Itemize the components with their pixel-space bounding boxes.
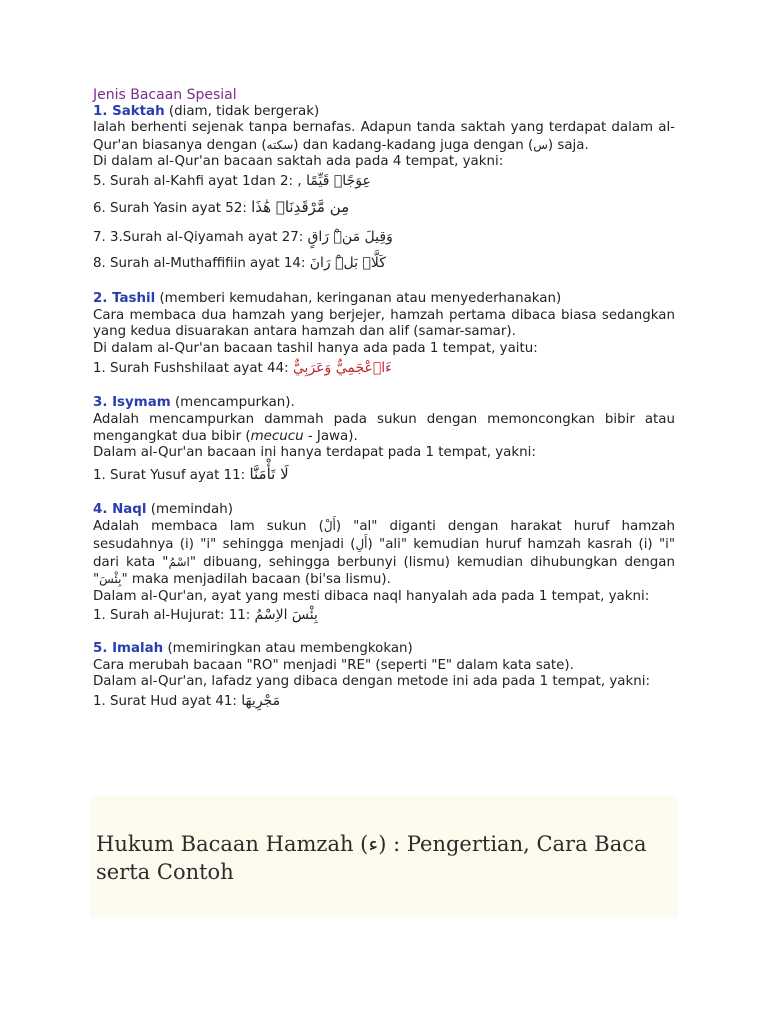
text-span: ) "ali" kemudian huruf hamzah kasrah (i) "i" dari kata "	[93, 536, 675, 570]
spacer	[93, 625, 675, 641]
item-label: 8. Surah al-Muthaffifiin ayat 14:	[93, 255, 310, 271]
isymam-description	[93, 412, 675, 445]
spacer	[93, 275, 675, 291]
text-span: ) "al" diganti dengan harakat huruf hamzah sesudahnya (i) "i" sehingga menjadi (	[93, 519, 675, 552]
section-heading-saktah	[93, 104, 675, 121]
item-label: 1. Surat Hud ayat 41:	[93, 694, 242, 710]
arabic-verse: مَجْرِيهَا	[241, 693, 281, 710]
text-span: Ialah berhenti sejenak tanpa bernafas. Adapun tanda saktah yang terdapat dalam al-Qur'an biasanya dengan (	[93, 120, 675, 153]
list-item	[93, 357, 675, 379]
arabic-word: أَلِ	[355, 536, 368, 551]
item-label: 6. Surah Yasin ayat 52:	[93, 200, 252, 216]
text-span: mecucu	[250, 428, 304, 444]
arabic-word: بِئْسَ	[99, 572, 122, 587]
text-span: ) dan kadang-kadang juga dengan (	[293, 137, 534, 153]
list-item	[93, 462, 675, 486]
text-span: Adalah membaca lam sukun (	[93, 519, 324, 535]
naql-count: Dalam al-Qur'an, ayat yang mesti dibaca naql hanyalah ada pada 1 tempat, yakni:	[93, 588, 650, 604]
naql-description	[93, 518, 675, 588]
item-label: 7. 3.Surah al-Qiyamah ayat 27:	[93, 229, 308, 245]
arabic-word: اسْمُ	[168, 554, 190, 569]
tashil-count: Di dalam al-Qur'an bacaan tashil hanya ada pada 1 tempat, yaitu:	[93, 340, 538, 356]
article-body	[93, 87, 675, 711]
spacer	[93, 379, 675, 395]
section-name: 3. Isymam	[93, 395, 171, 411]
item-label: 1. Surah al-Hujurat: 11:	[93, 608, 255, 624]
arabic-word: أَلْ	[323, 519, 336, 534]
arabic-verse: عِوَجًاۜ قَيِّمًا ,	[297, 172, 371, 189]
arabic-verse: مِن مَّرْقَدِنَاۜ هَٰذَا	[251, 197, 350, 216]
section-name: 5. Imalah	[93, 641, 164, 657]
text-span: Adalah mencampurkan dammah pada sukun dengan memoncongkan bibir atau mengangkat dua bibir (	[93, 411, 675, 444]
section-meaning: (memberi kemudahan, keringanan atau menyederhanakan)	[155, 290, 562, 306]
tashil-description: Cara membaca dua hamzah yang berjejer, hamzah pertama dibaca biasa sedangkan yang kedua disuarakan antara hamzah dan alif (samar-samar).	[93, 307, 675, 340]
item-label: 1. Surah Fushshilaat ayat 44:	[93, 361, 293, 377]
spacer	[93, 486, 675, 502]
text-span: - Jawa).	[303, 428, 358, 444]
section-heading-imalah	[93, 641, 675, 658]
arabic-verse: لَا تَأْمَنَّا	[249, 464, 289, 483]
isymam-count: Dalam al-Qur'an bacaan ini hanya terdapat pada 1 tempat, yakni:	[93, 445, 536, 461]
arabic-verse: ءَاۤعْجَمِيٌّ وَعَرَبِيٌّ	[292, 360, 392, 377]
arabic-verse: كَلَّاۖ بَلْۜ رَانَ	[309, 254, 386, 271]
related-article-banner[interactable]	[90, 796, 678, 917]
saktah-count: Di dalam al-Qur'an bacaan saktah ada pada 4 tempat, yakni:	[93, 154, 504, 170]
section-heading-isymam	[93, 395, 675, 412]
section-name: 2. Tashil	[93, 290, 156, 306]
section-meaning: (mencampurkan).	[170, 395, 295, 411]
saktah-description	[93, 120, 675, 154]
page-title: Jenis Bacaan Spesial	[93, 87, 237, 103]
section-meaning: (memindah)	[146, 501, 233, 517]
arabic-verse: وَقِيلَ مَنْۜ رَاقٍ	[307, 228, 393, 245]
section-meaning: (memiringkan atau membengkokan)	[163, 641, 413, 657]
arabic-sign: سكته	[266, 137, 294, 152]
list-item	[93, 691, 675, 711]
arabic-verse: بِئْسَ الاِسْمُ	[254, 607, 318, 624]
arabic-sign: س	[533, 137, 548, 152]
list-item	[93, 171, 675, 191]
item-label: 5. Surah al-Kahfi ayat 1dan 2:	[93, 173, 298, 189]
imalah-count: Dalam al-Qur'an, lafadz yang dibaca dengan metode ini ada pada 1 tempat, yakni:	[93, 674, 650, 690]
section-heading-tashil	[93, 291, 675, 308]
list-item	[93, 251, 675, 275]
list-item	[93, 223, 675, 251]
section-name: 4. Naql	[93, 501, 147, 517]
text-span: " dibuang, sehingga berbunyi (lismu) kemudian dihubungkan dengan "	[93, 554, 675, 588]
text-span: " maka menjadilah bacaan (bi'sa lismu).	[121, 572, 391, 588]
related-article-title[interactable]: Hukum Bacaan Hamzah (ء) : Pengertian, Cara Baca serta Contoh	[96, 832, 647, 884]
section-heading-naql	[93, 502, 675, 519]
imalah-description: Cara merubah bacaan "RO" menjadi "RE" (seperti "E" dalam kata sate).	[93, 657, 574, 673]
section-meaning: (diam, tidak bergerak)	[164, 103, 320, 119]
section-name: 1. Saktah	[93, 103, 165, 119]
list-item	[93, 191, 675, 223]
text-span: ) saja.	[547, 137, 589, 153]
item-label: 1. Surat Yusuf ayat 11:	[93, 467, 250, 483]
list-item	[93, 605, 675, 625]
